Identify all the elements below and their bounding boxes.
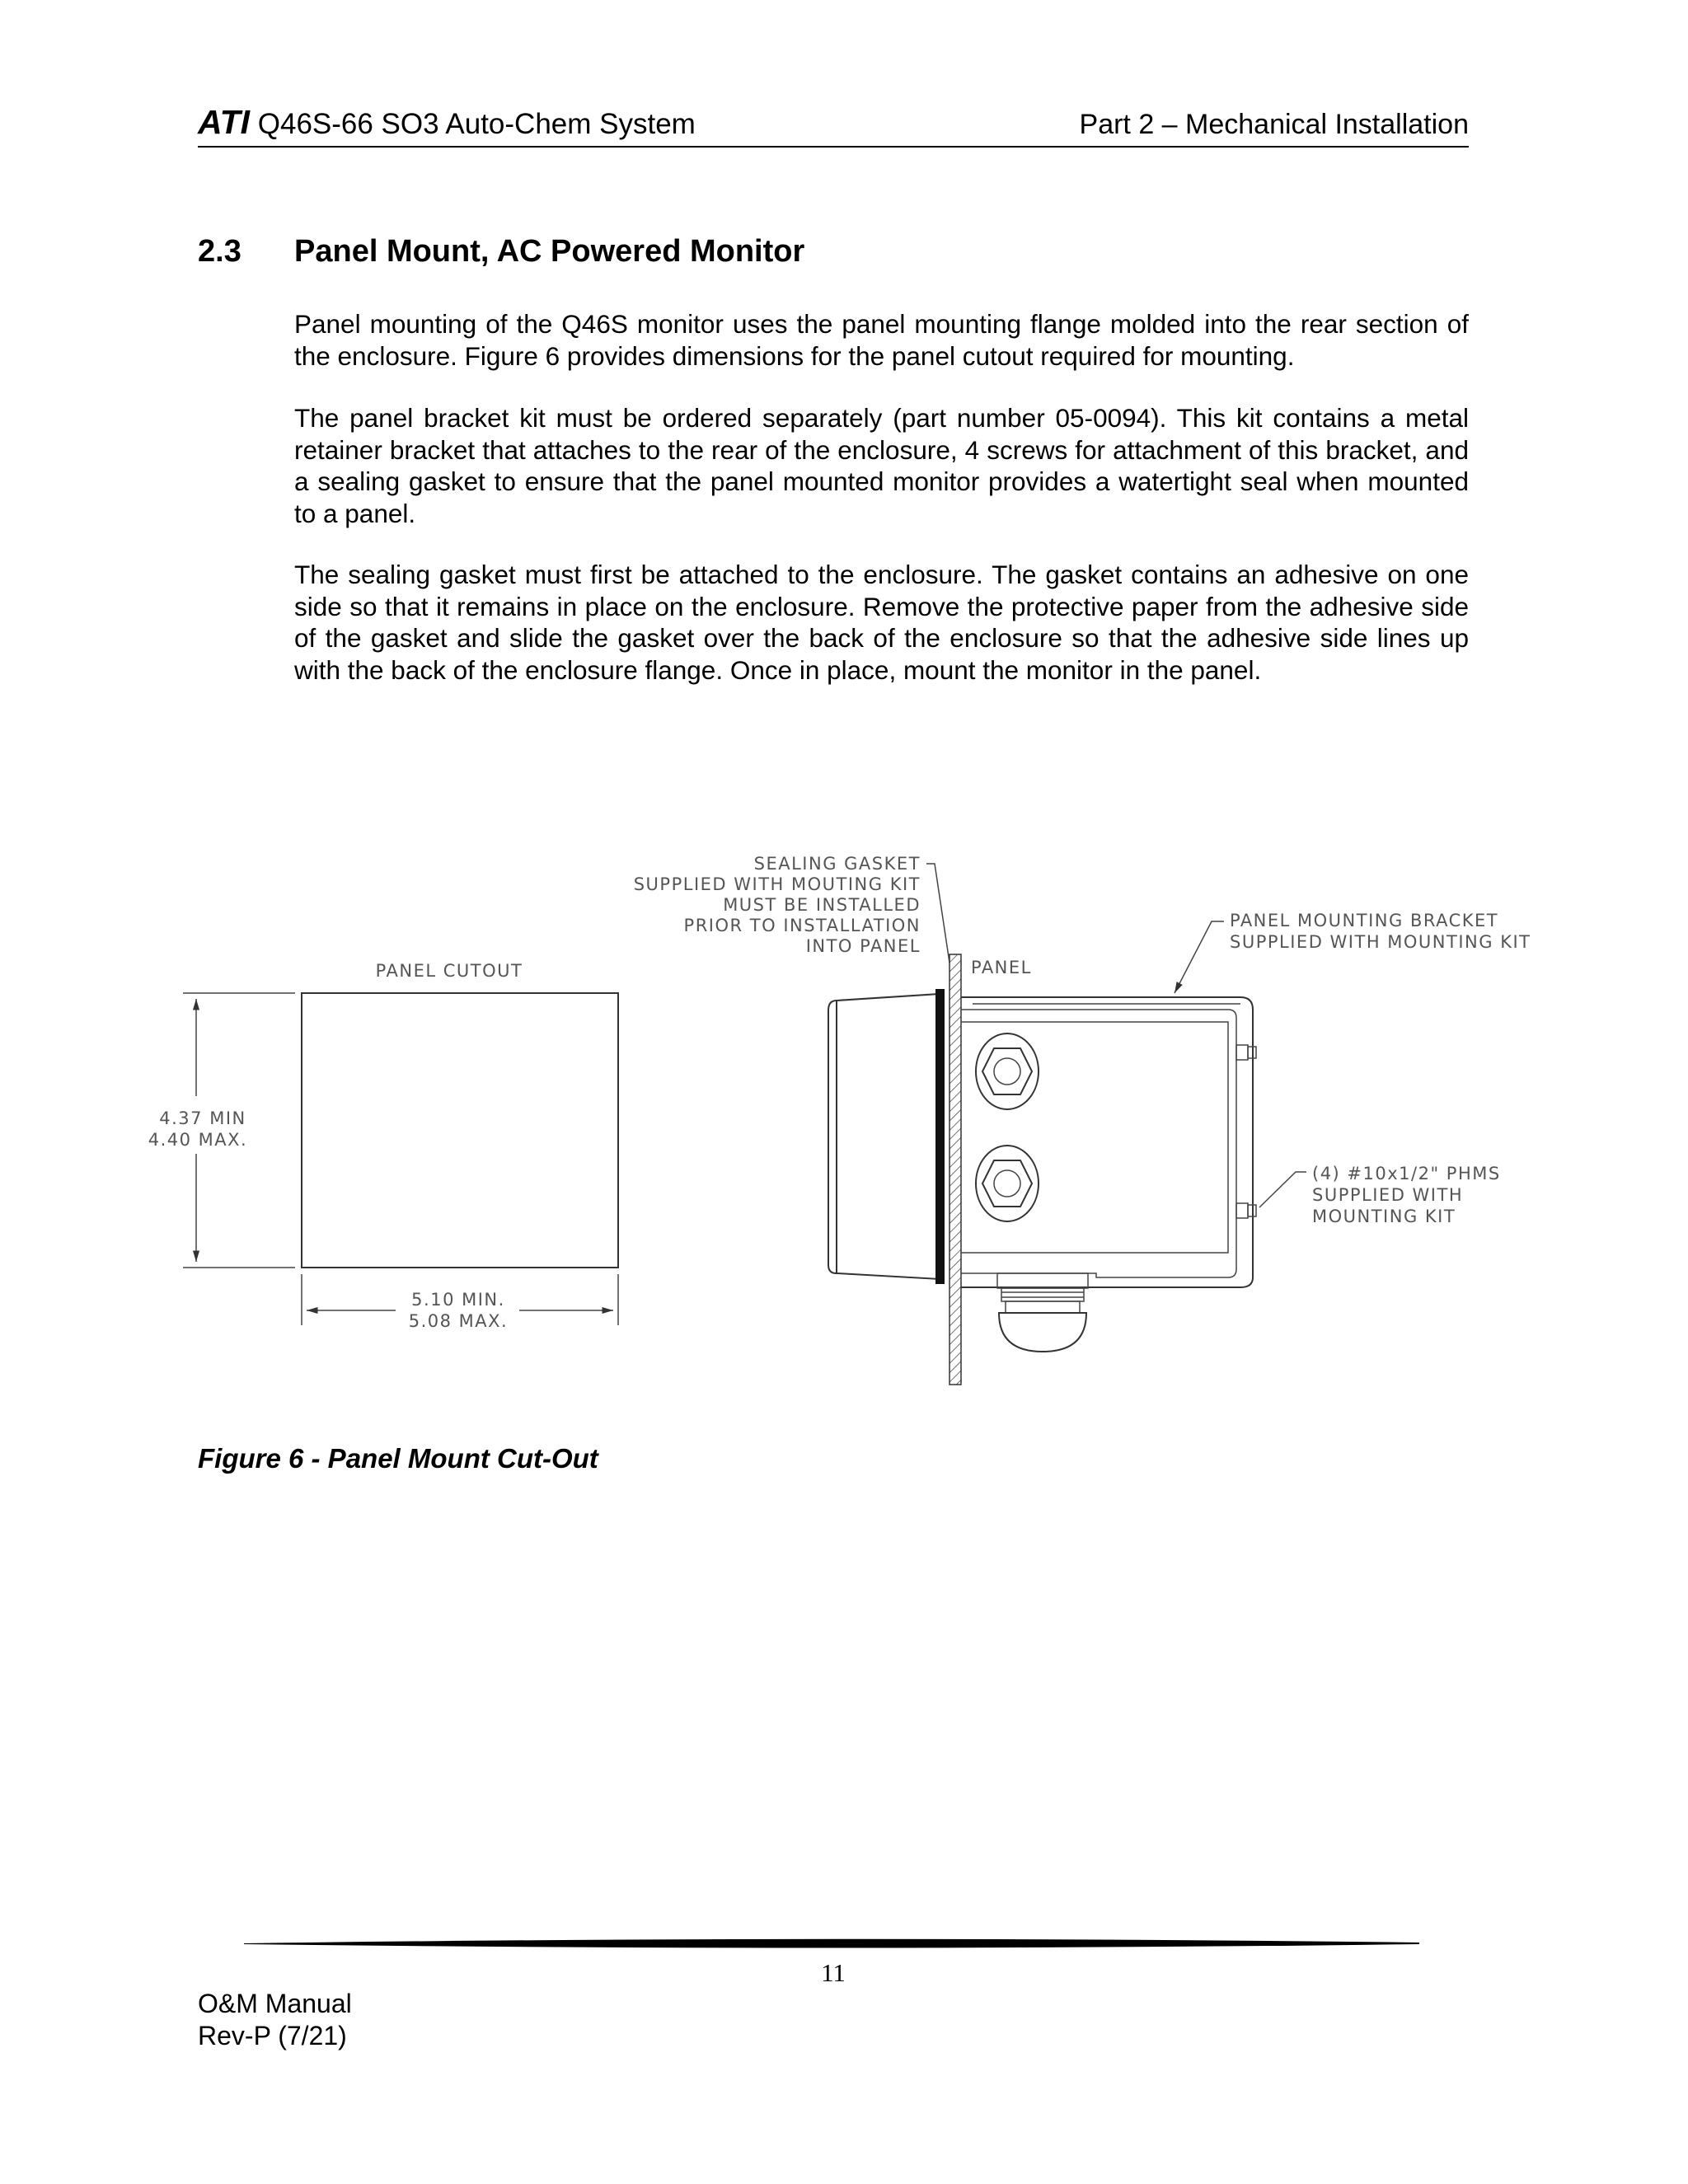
panel-cutout-label: PANEL CUTOUT (375, 961, 523, 981)
product-name: Q46S-66 SO3 Auto-Chem System (257, 108, 696, 140)
bracket-callout (1175, 911, 1531, 993)
screws-label-1: (4) #10x1/2" PHMS (1312, 1164, 1501, 1183)
page-number: 11 (821, 1958, 846, 1987)
screws-label-3: MOUNTING KIT (1312, 1207, 1456, 1226)
gasket-label-2: SUPPLIED WITH MOUTING KIT (633, 874, 921, 894)
paragraph-1: Panel mounting of the Q46S monitor uses the panel mounting flange molded into the rear section of the enclosure. Figure 6 provides dimensions for the panel cutout required for mounting. (294, 309, 1469, 371)
cable-gland-bottom-exit (997, 1273, 1088, 1352)
header-rule (198, 146, 1469, 148)
brand-logo: ATI (198, 103, 251, 141)
bracket-label-1: PANEL MOUNTING BRACKET (1230, 911, 1499, 930)
height-max-label: 4.40 MAX. (148, 1130, 248, 1150)
cable-gland-top (976, 1033, 1039, 1109)
bracket-label-2: SUPPLIED WITH MOUNTING KIT (1230, 932, 1531, 952)
gasket-label-4: PRIOR TO INSTALLATION (683, 916, 921, 935)
screws-callout (1259, 1164, 1501, 1226)
section-number: 2.3 (198, 234, 241, 269)
panel-cutout-rect (302, 993, 618, 1268)
figure-caption: Figure 6 - Panel Mount Cut-Out (198, 1443, 598, 1474)
cable-gland-bottom (976, 1146, 1039, 1221)
width-min-label: 5.10 MIN. (411, 1290, 505, 1310)
panel-wall (950, 954, 961, 1385)
paragraph-3: The sealing gasket must first be attached to the enclosure. The gasket contains an adhesive on one side so that it remains in place on the enclosure. Remove the protective paper from the adhesive side of the gasket and slide the gasket over the back of the enclosure so that the adhesive side lines up with the back of the enclosure flange. Once in place, mount the monitor in the panel. (294, 560, 1469, 685)
panel-mount-figure (0, 808, 1688, 1401)
sealing-gasket (935, 989, 945, 1284)
gasket-label-3: MUST BE INSTALLED (723, 895, 921, 915)
screws-label-2: SUPPLIED WITH (1312, 1185, 1464, 1205)
footer-rule (244, 1937, 1419, 1950)
width-max-label: 5.08 MAX. (408, 1311, 509, 1331)
panel-label: PANEL (971, 958, 1032, 977)
paragraph-2: The panel bracket kit must be ordered separately (part number 05-0094). This kit contains a metal retainer bracket that attaches to the rear of the enclosure, 4 screws for attachment of this bracket, and a sealing gasket to ensure that the panel mounted monitor provides a watertight seal when mounted to a panel. (294, 403, 1469, 528)
footer-revision: Rev-P (7/21) (198, 2021, 347, 2050)
monitor-front-housing (837, 994, 940, 1279)
monitor-rear-enclosure (961, 997, 1253, 1287)
gasket-label-1: SEALING GASKET (753, 854, 921, 874)
gasket-label-5: INTO PANEL (805, 936, 921, 956)
gasket-callout (634, 854, 950, 963)
page-header-left (198, 103, 696, 142)
section-title: Panel Mount, AC Powered Monitor (294, 234, 805, 269)
height-min-label: 4.37 MIN (159, 1108, 246, 1128)
footer-manual: O&M Manual (198, 1989, 352, 2018)
page-header-right: Part 2 – Mechanical Installation (1079, 109, 1469, 140)
